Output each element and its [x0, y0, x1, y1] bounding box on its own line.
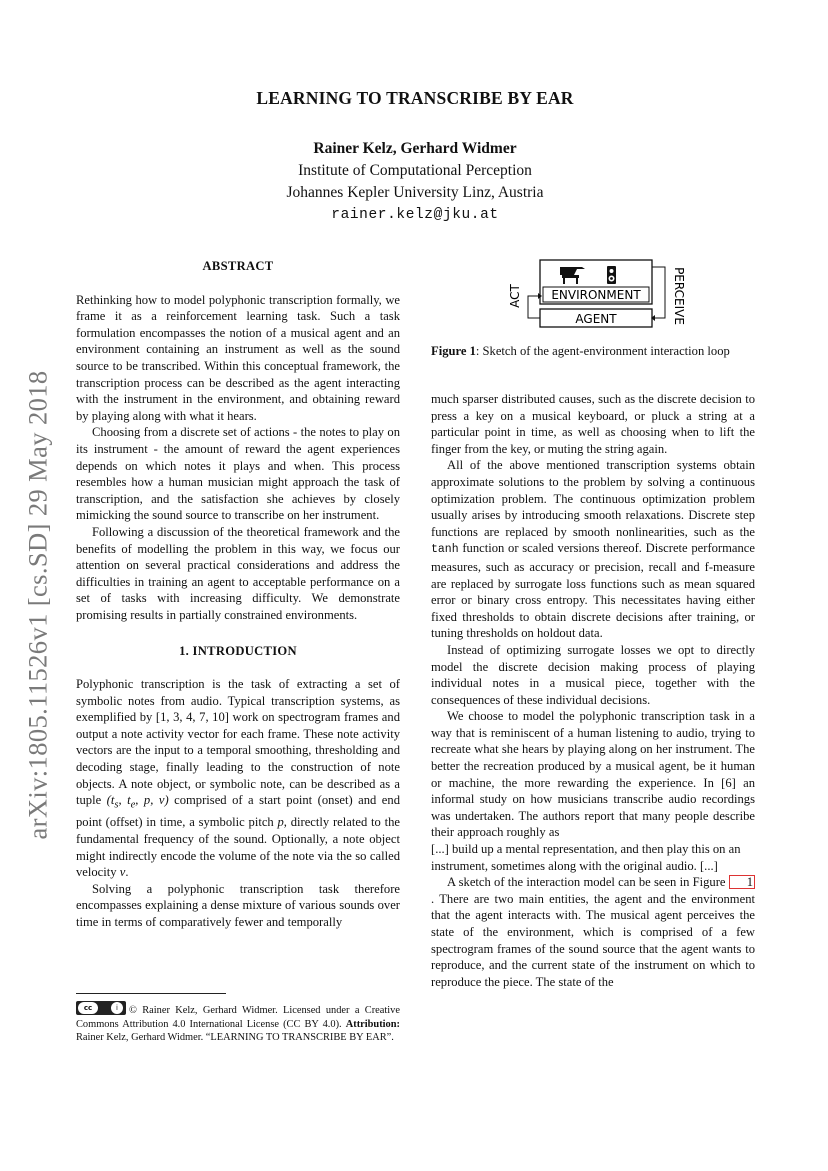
footnote-text: © Rainer Kelz, Gerhard Widmer. Licensed under a Creative Commons Attribution 4.0 International License (CC BY 4.0).	[76, 1005, 400, 1030]
left-column	[76, 258, 400, 930]
block-quote: [...] build up a mental representation, and then play this on an instrument, sometimes along with the original audio. [...]	[431, 842, 741, 873]
speaker-icon	[607, 266, 616, 284]
license-footnote	[76, 1001, 400, 1045]
intro-paragraph: Solving a polyphonic transcription task therefore encompasses explaining a dense mixture of various sounds over time in terms of comparatively fewer and temporally	[76, 881, 400, 929]
intro-text: A sketch of the interaction model can be seen in Figure	[447, 875, 729, 890]
note-tuple: ($t_s$, $t_e$, p, v)	[106, 793, 169, 811]
arxiv-identifier-stamp	[0, 0, 60, 1171]
abstract-paragraph: Rethinking how to model polyphonic transcription formally, we frame it as a reinforcement learning task. Such a task formulation encompasses the notion of a musical agent and an environment containing an instrument as well as the sound source to be transcribed. Within this conceptual framework, the transcription process can be described as the agent interacting with the instrument in the environment, and obtaining reward by playing along with what it hears.	[76, 292, 400, 423]
footnote-text: Rainer Kelz, Gerhard Widmer. “LEARNING TO TRANSCRIBE BY EAR”.	[76, 1032, 394, 1043]
intro-text: . There are two main entities, the agent and the environment that the agent interacts with. The musical agent perceives the state of the environment, which is comprised of a few spectrogram frames of the sound source that the agent wants to reproduce, and the current state of the instrument on which to reproduce the piece. The state of the	[431, 891, 755, 989]
footnote-divider	[76, 993, 226, 994]
figure-caption-text: : Sketch of the agent-environment interaction loop	[475, 344, 730, 358]
figure-reference-link[interactable]: 1	[729, 875, 755, 889]
intro-paragraph: Polyphonic transcription is the task of extracting a set of symbolic notes from audio. Typical transcription systems, as exemplified by [1, 3, 4, 7, 10] work on spectrogram frames and output a note activity vector for each frame. These note activity vectors are the input to a temporal smoothing, thresholding and decoding stage, finally leading to the construction of note objects. A note object, or symbolic note, can be described as a tuple ($t_s$, $t_e$, p, v) comprised of a start point (onset) and end point (offset) in time, a symbolic pitch p, directly related to the fundamental frequency of the sound. Optionally, a note object might indirectly encode the volume of the note via the so called velocity v.	[76, 677, 400, 880]
abstract-heading: ABSTRACT	[202, 259, 274, 273]
arxiv-id-text: arXiv:1805.11526v1 [cs.SD] 29 May 2018	[22, 370, 53, 840]
intro-text: Polyphonic transcription is the task of extracting a set of symbolic notes from audio. Typical transcription systems, as exemplified by [1, 3, 4, 7, 10] work on spectrogram frames and output a note activity vector for each frame. These note activity vectors are the input to a temporal smoothing, thresholding and decoding stage, finally leading to the construction of note objects. A note object, or symbolic note, can be described as a tuple	[76, 677, 400, 808]
attribution-label: Attribution:	[345, 1018, 400, 1030]
author-block	[100, 138, 730, 226]
agent-label: AGENT	[575, 312, 617, 326]
tanh-function: tanh	[431, 543, 459, 557]
intro-paragraph	[431, 457, 755, 642]
affiliation-institute: Institute of Computational Perception	[298, 162, 532, 179]
intro-text: , directly related to the fundamental frequency of the sound. Optionally, a note object might indirectly encode the volume of the note via the so called velocity	[76, 815, 400, 880]
introduction-heading: 1. INTRODUCTION	[179, 644, 297, 659]
author-email[interactable]: rainer.kelz@jku.at	[331, 207, 499, 223]
intro-text: All of the above mentioned transcription systems obtain approximate solutions to the problem by solving a continuous optimization problem. The continuous optimization problem usually arises by introducing smooth relaxations. Discrete step functions are replaced by smooth nonlinearities, such as the	[431, 458, 755, 539]
abstract-paragraph: Following a discussion of the theoretical framework and the benefits of modelling the problem in this way, we focus our attention on several practical considerations and address the difficulties in training an agent to acceptable performance on a set of tasks with increasing difficulty. We demonstrate promising results in partially constrained environments.	[76, 524, 400, 622]
act-label: ACT	[508, 284, 522, 308]
intro-paragraph: We choose to model the polyphonic transcription task in a way that is reminiscent of a human listening to audio, trying to recreate what she hears by playing along on her instrument. The better the recreation produced by a musical agent, be it human or machine, the more rewarding the experience. In [6] an informal study on how musicians transcribe audio recordings was undertaken. The authors report that many people describe their approach roughly as	[431, 709, 755, 840]
intro-paragraph: Instead of optimizing surrogate losses we opt to directly model the discrete decision making process of playing individual notes in a musical piece, together with the consequences of these individual decisions.	[431, 642, 755, 707]
velocity-symbol: v	[119, 865, 126, 880]
pitch-symbol: p	[277, 815, 284, 830]
affiliation-university: Johannes Kepler University Linz, Austria	[286, 184, 544, 201]
figure-caption	[431, 343, 755, 360]
figure-caption-label: Figure 1	[431, 344, 476, 358]
intro-paragraph	[431, 874, 755, 990]
abstract-paragraph: Choosing from a discrete set of actions - the notes to play on its instrument - the amount of reward the agent experiences depends on which notes it plays and when. This process resembles how a human musician might approach the task of transcription, and the satisfaction she achieves by closely mimicking the sound source to transcribe on her instrument.	[76, 425, 400, 523]
perceive-label: PERCEIVE	[672, 267, 686, 325]
cc-by-license-icon[interactable]: cc i	[76, 1001, 126, 1015]
intro-paragraph: much sparser distributed causes, such as the discrete decision to press a key on a musical keyboard, or pluck a string at a particular point in time, as well as choosing when to lift the finger from the key, or muting the string again.	[431, 392, 755, 456]
intro-text: comprised of a start point (onset) and end point (offset) in time, a symbolic pitch	[76, 793, 400, 830]
author-names: Rainer Kelz, Gerhard Widmer	[313, 140, 517, 157]
intro-text: function or scaled versions thereof. Discrete performance measures, such as accuracy or precision, recall and f-measure are replaced by surrogate loss functions such as mean squared error or binary cross entropy. This necessitates having either fixed thresholds to obtain discrete decisions after training, or tuning thresholds on holdout data.	[431, 541, 755, 641]
paper-title: LEARNING TO TRANSCRIBE BY EAR	[256, 88, 574, 108]
right-column	[431, 391, 755, 990]
agent-environment-diagram	[505, 258, 690, 333]
environment-label: ENVIRONMENT	[551, 288, 641, 302]
